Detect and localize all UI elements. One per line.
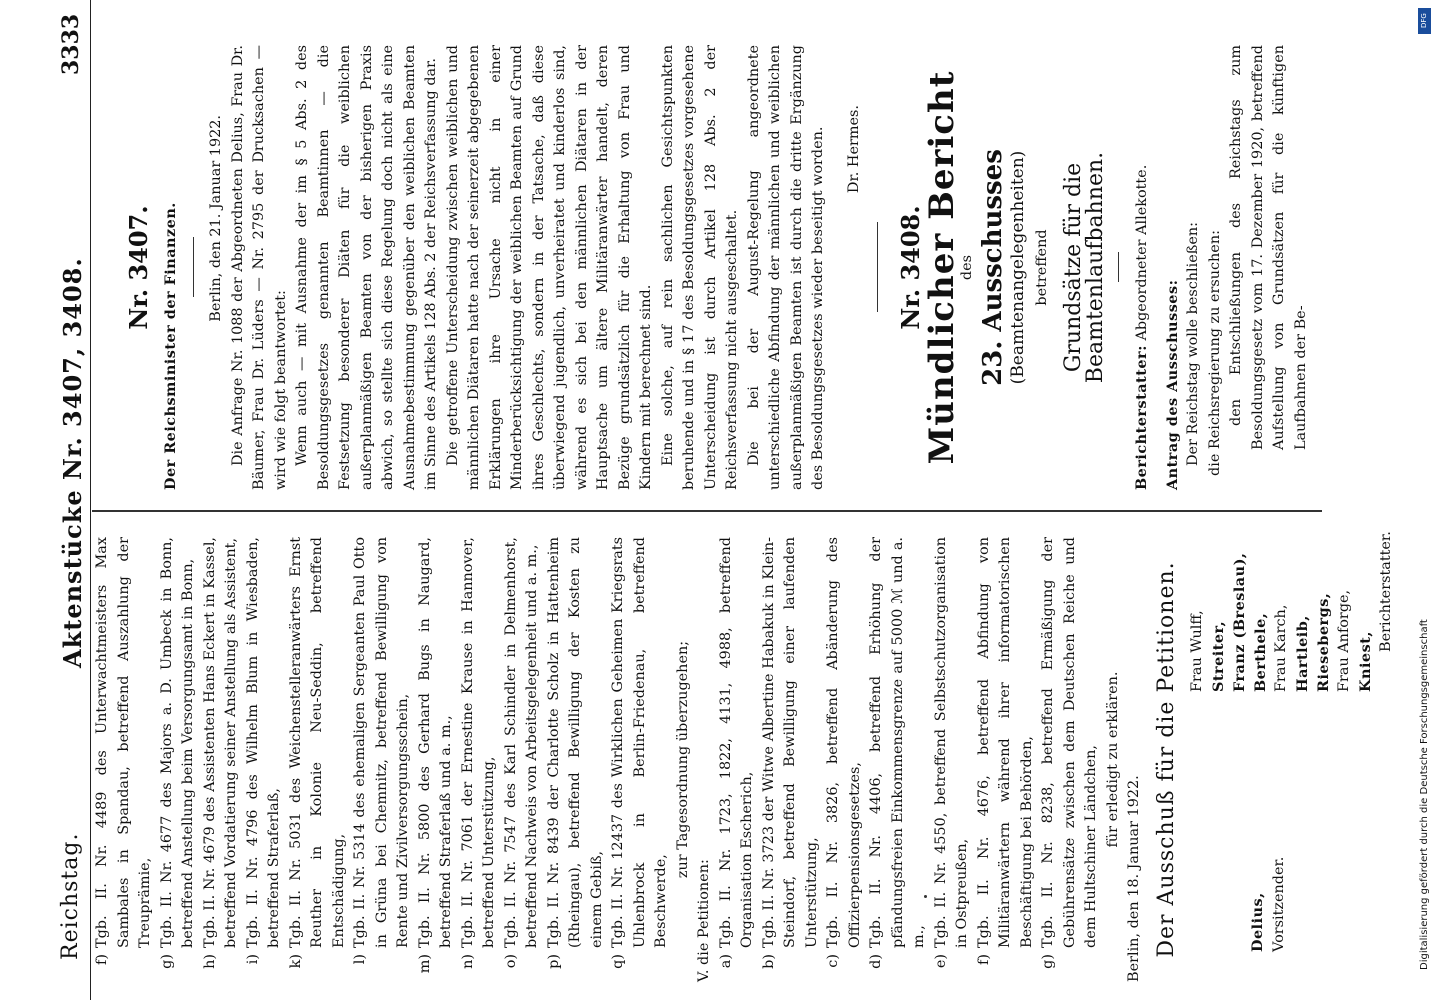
chair-role: Vorsitzender. (1270, 856, 1287, 952)
addressee: Der Reichsminister der Finanzen. (161, 202, 179, 490)
page-number: 3333 (58, 13, 84, 75)
member-name: Frau Karch, (1273, 604, 1289, 692)
committee-subtitle: (Beamtenangelegenheiten) (1008, 150, 1028, 385)
digitization-note: Digitalisierung gefördert durch die Deutsche Forschungsgemeinschaft (1419, 619, 1430, 970)
column-divider (92, 511, 1322, 513)
chair-name: Delius, (1249, 892, 1266, 952)
member-name: Riesebergs, (1315, 592, 1332, 692)
reporter-role: Berichterstatter. (1378, 531, 1394, 652)
paragraph: Die bei der August-Regelung angeordnete unterschiedliche Abfindung der männlichen und weiblichen außerplanmäßigen Beamten ist durch die dritte Ergänzung des Besoldungsgesetzes wieder beseitigt worden. (745, 45, 826, 490)
date-left: Berlin, den 18. Januar 1922. (1126, 775, 1142, 982)
committee-title: Der Ausschuß für die Petitionen. (1153, 561, 1179, 958)
petition-item: e) Tgb. II. Nr. 4550, betreffend Selbstschutzorganisation in Ostpreußen, (932, 537, 970, 969)
antrag-line: Der Reichstag wolle beschließen: (1185, 221, 1201, 466)
list-item: m) Tgb. II. Nr. 5800 des Gerhard Bugs in Naugard, betreffend Straferlaß und a. m., (416, 537, 454, 974)
reporter-label: Berichterstatter: (1133, 345, 1150, 490)
petition-item: f) Tgb. II. Nr. 4676, betreffend Abfindung von Militäranwärtern während ihrer informatorischen Beschäftigung bei Behörden, (975, 537, 1035, 965)
paragraph: Die Anfrage Nr. 1088 der Abgeordneten Delius, Frau Dr. Bäumer, Frau Dr. Lüders — Nr. 2795 der Drucksachen — wird wie folgt beantwortet: (229, 45, 289, 490)
list-item: f) Tgb. II. Nr. 4489 des Unterwachtmeisters Max Sambales in Spandau, betreffend Auszahlung der Treuprämie, (94, 537, 153, 965)
member-name: Frau Wulff, (1189, 610, 1205, 692)
antrag-label: Antrag des Ausschusses: (1163, 279, 1181, 490)
antrag-line: den Entschließungen des Reichstags zum Besoldungsgesetz vom 17. Dezember 1920, betreffend Aufstellung von Grundsätzen für die künftigen Laufbahnen der Be- (1228, 45, 1309, 450)
des-text: des (959, 254, 975, 281)
signatures (1187, 531, 1397, 982)
list-item: o) Tgb. II. Nr. 7547 des Karl Schindler in Delmenhorst, betreffend Nachweis von Arbeitsgelegenheit und a. m., (502, 537, 540, 969)
member-list (1187, 531, 1397, 692)
list-item: l) Tgb. II. Nr. 5314 des ehemaligen Sergeanten Paul Otto in Grüna bei Chemnitz, betreffend Bewilligung von Rente und Zivilversorgungsschein, (352, 537, 411, 965)
paragraph: Eine solche, auf rein sachlichen Gesichtspunkten beruhende und in § 17 des Besoldungsgesetzes vorgesehene Unterscheidung ist durch Artikel 128 Abs. 2 der Reichsverfassung nicht ausgeschaltet. (659, 45, 740, 490)
reporter-line (1131, 45, 1154, 490)
list-item: q) Tgb. II. Nr. 12437 des Wirklichen Geheimen Kriegsrats Uhlenbrock in Berlin-Friedenau, betreffend Beschwerde, (610, 537, 669, 969)
petition-item: g) Tgb. II. Nr. 8238, betreffend Ermäßigung der Gebührensätze zwischen dem Deutschen Reiche und dem Hultschiner Ländchen, (1040, 537, 1099, 969)
chair-block (1247, 857, 1290, 952)
left-column (92, 531, 1394, 982)
member-name: Kniest, (1357, 631, 1374, 692)
list-item: i) Tgb. II. Nr. 4796 des Wilhelm Blum in Wiesbaden, betreffend Straferlaß, (244, 537, 282, 965)
list-item: p) Tgb. II. Nr. 8439 der Charlotte Scholz in Hattenheim (Rheingau), betreffend Bewilligung der Kosten zu einem Gebiß, (545, 537, 605, 969)
divider (193, 238, 194, 298)
paragraph: Die getroffene Unterscheidung zwischen weiblichen und männlichen Diätaren hatte nach der seinerzeit abgegebenen Erklärungen ihre Ursache nicht in einer Minderberücksichtigung der weiblichen Beamten auf Grund ihres Geschlechts, sondern in der Tatsache, daß diese überwiegend jugendlich, unverheiratet und kinderlos sind, während es sich bei den männlichen Diätaren in der Hauptsache um ältere Militäranwärter handelt, deren Bezüge grundsätzlich für die Erhaltung von Frau und Kindern mit berechnet sind. (444, 45, 654, 490)
date-right: Berlin, den 21. Januar 1922. (208, 115, 224, 322)
divider (877, 223, 878, 313)
list-item: g) Tgb. II. Nr. 4677 des Majors a. D. Umbeck in Bonn, betreffend Anstellung beim Versorgungsamt in Bonn, (158, 537, 196, 969)
document-number-3408: Nr. 3408. (896, 205, 925, 330)
running-header (0, 0, 91, 1000)
tagesordnung: zur Tagesordnung überzugehen; (674, 640, 691, 879)
betreffend-text: betreffend (1033, 229, 1050, 306)
committee-number: 23. Ausschusses (977, 149, 1008, 386)
list-item: h) Tgb. II. Nr. 4679 des Assistenten Hans Eckert in Kassel, betreffend Vordatierung seiner Anstellung als Assistent, (201, 537, 239, 969)
dfg-logo: DFG (1418, 8, 1431, 34)
divider (1118, 253, 1119, 283)
document-number-3407: Nr. 3407. (124, 205, 153, 330)
signature-hermes: Dr. Hermes. (845, 105, 862, 194)
member-name: Streiter, (1210, 620, 1227, 692)
erledigt-text: für erledigt zu erklären. (1104, 671, 1121, 848)
petition-item: d) Tgb. II. Nr. 4406, betreffend Erhöhung der pfändungsfreien Einkommensgrenze auf 5000 ℳ und a. m., (868, 537, 927, 969)
list-item: k) Tgb. II. Nr. 5031 des Weichenstelleranwärters Ernst Reuther in Kolonie Neu-Seddin, betreffend Entschädigung, (287, 537, 347, 969)
header-title: Aktenstücke Nr. 3407, 3408. (58, 257, 87, 668)
petition-item: a) Tgb. II. Nr. 1723, 1822, 4131, 4988, betreffend Organisation Escherich, (717, 537, 755, 969)
reporter-name: Abgeordneter Allekotte. (1134, 164, 1150, 341)
margin-note (1405, 10, 1430, 990)
header-left: Reichstag. (58, 832, 83, 960)
member-name: Frau Anforge, (1336, 589, 1352, 692)
section-v: V. die Petitionen: (696, 859, 712, 982)
paragraph: Wenn auch — mit Ausnahme der im § 5 Abs. 2 des Besoldungsgesetzes genannten Beamtinnen — die Festsetzung besonderer Diäten für die weiblichen außerplanmäßigen Beamten von der bisherigen Praxis abwich, so stellte sich diese Regelung doch nicht als eine Ausnahmebestimmung gegenüber den weiblichen Beamten im Sinne des Artikels 128 Abs. 2 der Reichsverfassung dar. (294, 45, 439, 490)
report-topic: Grundsätze für die Beamtenlaufbahnen. (1061, 151, 1108, 384)
member-name: Franz (Breslau), (1231, 552, 1248, 692)
member-name: Berthele, (1252, 612, 1269, 692)
member-name: Hartleib, (1294, 615, 1311, 692)
petition-item: b) Tgb. II. Nr. 3723 der Witwe Albertine Habakuk in Klein-Steindorf, betreffend Bewilligung einer laufenden Unterstützung, (760, 537, 820, 969)
petition-item: c) Tgb. II. Nr. 3826, betreffend Abänderung des Offizierpensionsgesetzes, (825, 537, 863, 968)
list-item: n) Tgb. II. Nr. 7061 der Ernestine Krause in Hannover, betreffend Unterstützung, (459, 537, 497, 969)
right-column (92, 45, 1322, 490)
antrag-line: die Reichsregierung zu ersuchen: (1206, 230, 1223, 476)
report-title: Mündlicher Bericht (921, 70, 962, 465)
